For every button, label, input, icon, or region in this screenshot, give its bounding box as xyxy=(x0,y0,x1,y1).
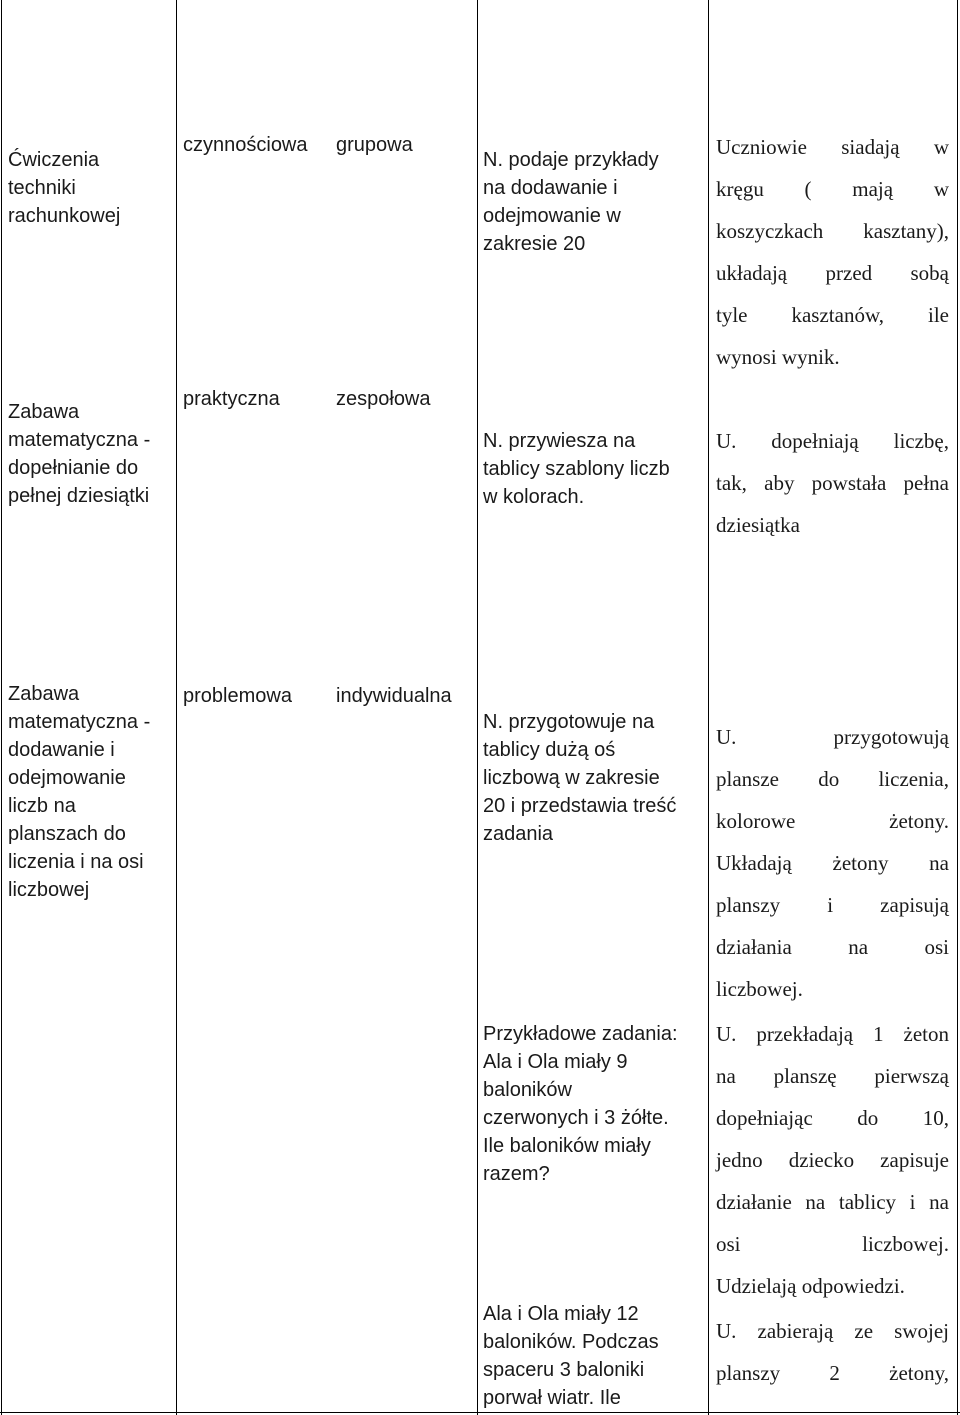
table-border-right xyxy=(957,0,958,1415)
students-line: na planszę pierwszą xyxy=(716,1064,949,1088)
teacher-line: Ala i Ola miały 9 xyxy=(483,1051,628,1073)
row-2-teacher xyxy=(483,427,703,511)
row-3-students-move xyxy=(716,1013,949,1307)
teacher-line: tablicy dużą oś xyxy=(483,739,616,761)
activity-line: dodawanie i xyxy=(8,739,115,761)
activity-line: pełnej dziesiątki xyxy=(8,485,150,507)
students-line: U. dopełniają liczbę, xyxy=(716,429,949,453)
teacher-line: na dodawanie i xyxy=(483,177,618,199)
activity-line: matematyczna - xyxy=(8,429,151,451)
row-3-students-remove xyxy=(716,1310,949,1394)
teacher-line: w kolorach. xyxy=(483,486,585,508)
teacher-line: Przykładowe zadania: xyxy=(483,1023,678,1045)
teacher-line: spaceru 3 baloniki xyxy=(483,1359,645,1381)
row-3-method: problemowa xyxy=(183,685,292,707)
row-3-teacher-example-1 xyxy=(483,1020,703,1188)
teacher-line: baloników. Podczas xyxy=(483,1331,659,1353)
teacher-line: N. przygotowuje na xyxy=(483,711,655,733)
teacher-line: porwał wiatr. Ile xyxy=(483,1387,621,1409)
column-divider-1 xyxy=(176,0,177,1415)
activity-line: liczb na xyxy=(8,795,76,817)
students-line: U. przygotowują xyxy=(716,725,949,749)
activity-line: techniki xyxy=(8,177,76,199)
row-2-activity xyxy=(8,398,173,510)
teacher-line: razem? xyxy=(483,1163,550,1185)
teacher-line: baloników xyxy=(483,1079,572,1101)
activity-line: Ćwiczenia xyxy=(8,149,100,171)
table-border-left xyxy=(1,0,2,1415)
teacher-line: N. przywiesza na xyxy=(483,430,636,452)
row-1-method: czynnościowa xyxy=(183,134,308,156)
teacher-line: zadania xyxy=(483,823,554,845)
teacher-line: liczbową w zakresie xyxy=(483,767,660,789)
row-1-teacher xyxy=(483,146,703,258)
row-3-form: indywidualna xyxy=(336,685,452,707)
column-divider-3 xyxy=(708,0,709,1415)
teacher-line: Ala i Ola miały 12 xyxy=(483,1303,639,1325)
activity-line: planszach do xyxy=(8,823,126,845)
students-line: planszy i zapisują xyxy=(716,893,949,917)
row-3-teacher-example-2 xyxy=(483,1300,703,1412)
students-line: planszy 2 żetony, xyxy=(716,1361,949,1385)
row-1-form: grupowa xyxy=(336,134,413,156)
row-2-method: praktyczna xyxy=(183,388,280,410)
row-3-activity xyxy=(8,680,173,904)
teacher-line: czerwonych i 3 żółte. xyxy=(483,1107,669,1129)
students-line: tyle kasztanów, ile xyxy=(716,303,949,327)
students-line: Uczniowie siadają w xyxy=(716,135,949,159)
teacher-line: tablicy szablony liczb xyxy=(483,458,670,480)
students-line: kręgu ( mają w xyxy=(716,177,949,201)
students-line: układają przed sobą xyxy=(716,261,949,285)
teacher-line: odejmowanie w xyxy=(483,205,621,227)
activity-line: rachunkowej xyxy=(8,205,121,227)
activity-line: Zabawa xyxy=(8,401,80,423)
students-line: osi liczbowej. xyxy=(716,1232,949,1256)
students-line: jedno dziecko zapisuje xyxy=(716,1148,949,1172)
row-1-activity xyxy=(8,146,173,230)
teacher-line: zakresie 20 xyxy=(483,233,586,255)
teacher-line: N. podaje przykłady xyxy=(483,149,659,171)
students-line: plansze do liczenia, xyxy=(716,767,949,791)
students-line: tak, aby powstała pełna xyxy=(716,471,949,495)
activity-line: liczbowej xyxy=(8,879,90,901)
students-line: Układają żetony na xyxy=(716,851,949,875)
activity-line: liczenia i na osi xyxy=(8,851,144,873)
column-divider-2 xyxy=(477,0,478,1415)
students-line: U. zabierają ze swojej xyxy=(716,1319,949,1343)
teacher-line: 20 i przedstawia treść xyxy=(483,795,677,817)
students-line: dopełniając do 10, xyxy=(716,1106,949,1130)
row-3-teacher-intro xyxy=(483,708,703,848)
activity-line: Zabawa xyxy=(8,683,80,705)
students-line: działania na osi xyxy=(716,935,949,959)
teacher-line: Ile baloników miały xyxy=(483,1135,651,1157)
students-line: działanie na tablicy i na xyxy=(716,1190,949,1214)
activity-line: matematyczna - xyxy=(8,711,151,733)
students-line: liczbowej. xyxy=(716,977,803,1001)
students-line: koszyczkach kasztany), xyxy=(716,219,949,243)
activity-line: odejmowanie xyxy=(8,767,126,789)
row-3-students-prepare xyxy=(716,716,949,1010)
row-2-students xyxy=(716,420,949,546)
activity-line: dopełnianie do xyxy=(8,457,139,479)
students-line: dziesiątka xyxy=(716,513,800,537)
students-line: wynosi wynik. xyxy=(716,345,840,369)
table-border-bottom xyxy=(0,1412,960,1413)
students-line: U. przekładają 1 żeton xyxy=(716,1022,949,1046)
row-2-form: zespołowa xyxy=(336,388,431,410)
row-1-students xyxy=(716,126,949,378)
students-line: Udzielają odpowiedzi. xyxy=(716,1274,905,1298)
students-line: kolorowe żetony. xyxy=(716,809,949,833)
